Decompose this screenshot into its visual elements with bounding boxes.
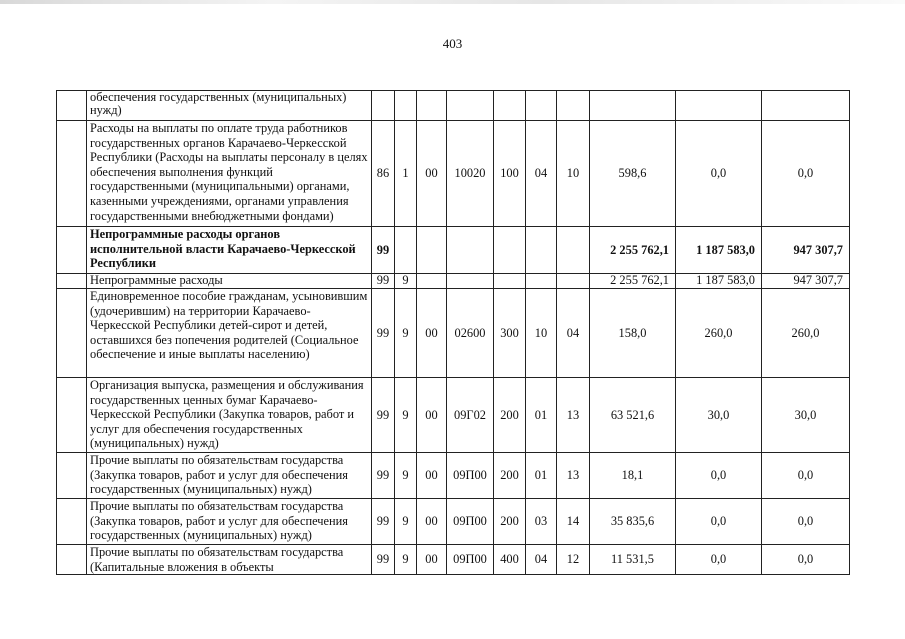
- amount-2-cell: 30,0: [676, 378, 762, 453]
- subchapter-cell: 13: [557, 453, 590, 499]
- table-row: [57, 378, 850, 453]
- expense-type-cell: 400: [494, 545, 526, 575]
- ministry-code-cell: 99: [372, 289, 395, 378]
- amount-1-cell: 63 521,6: [590, 378, 676, 453]
- article-code-cell: [447, 227, 494, 274]
- expense-type-cell: 200: [494, 499, 526, 545]
- expense-type-cell: [494, 91, 526, 121]
- description-cell: Организация выпуска, размещения и обслуживания государственных ценных бумаг Карачаево-Черкесской Республики (Закупка товаров, работ и услуг для обеспечения государственных (муниципальных) нужд): [87, 378, 372, 453]
- description-cell: Непрограммные расходы: [87, 274, 372, 289]
- expense-type-cell: [494, 274, 526, 289]
- amount-1-cell: 2 255 762,1: [590, 227, 676, 274]
- description-cell: Прочие выплаты по обязательствам государства (Закупка товаров, работ и услуг для обеспечения государственных (муниципальных) нужд): [87, 499, 372, 545]
- description-cell: Прочие выплаты по обязательствам государства (Закупка товаров, работ и услуг для обеспечения государственных (муниципальных) нужд): [87, 453, 372, 499]
- subsection-code-cell: 00: [417, 121, 447, 227]
- section-code-cell: 1: [395, 121, 417, 227]
- amount-2-cell: 260,0: [676, 289, 762, 378]
- amount-2-cell: 0,0: [676, 545, 762, 575]
- article-code-cell: 10020: [447, 121, 494, 227]
- amount-2-cell: 1 187 583,0: [676, 227, 762, 274]
- ministry-code-cell: 99: [372, 227, 395, 274]
- ministry-code-cell: 99: [372, 499, 395, 545]
- subchapter-cell: 12: [557, 545, 590, 575]
- subchapter-cell: 10: [557, 121, 590, 227]
- ministry-code-cell: 86: [372, 121, 395, 227]
- section-code-cell: 9: [395, 378, 417, 453]
- subsection-code-cell: [417, 274, 447, 289]
- subsection-code-cell: 00: [417, 289, 447, 378]
- section-code-cell: 9: [395, 274, 417, 289]
- table-row: [57, 545, 850, 575]
- subsection-code-cell: 00: [417, 453, 447, 499]
- amount-1-cell: 35 835,6: [590, 499, 676, 545]
- amount-3-cell: 947 307,7: [762, 227, 850, 274]
- amount-2-cell: [676, 91, 762, 121]
- amount-1-cell: [590, 91, 676, 121]
- subchapter-cell: 13: [557, 378, 590, 453]
- description-cell: Непрограммные расходы органов исполнительной власти Карачаево-Черкесской Республики: [87, 227, 372, 274]
- subchapter-cell: 14: [557, 499, 590, 545]
- subchapter-cell: 04: [557, 289, 590, 378]
- row-number-cell: [57, 274, 87, 289]
- budget-table: [56, 90, 850, 575]
- section-code-cell: [395, 227, 417, 274]
- amount-1-cell: 598,6: [590, 121, 676, 227]
- section-code-cell: [395, 91, 417, 121]
- ministry-code-cell: [372, 91, 395, 121]
- chapter-cell: 01: [526, 378, 557, 453]
- subchapter-cell: [557, 91, 590, 121]
- table-row: [57, 499, 850, 545]
- amount-3-cell: 260,0: [762, 289, 850, 378]
- ministry-code-cell: 99: [372, 545, 395, 575]
- chapter-cell: 04: [526, 121, 557, 227]
- chapter-cell: 03: [526, 499, 557, 545]
- article-code-cell: 09П00: [447, 453, 494, 499]
- expense-type-cell: [494, 227, 526, 274]
- article-code-cell: 09П00: [447, 545, 494, 575]
- amount-2-cell: 0,0: [676, 499, 762, 545]
- amount-3-cell: 947 307,7: [762, 274, 850, 289]
- amount-1-cell: 158,0: [590, 289, 676, 378]
- amount-2-cell: 0,0: [676, 121, 762, 227]
- amount-2-cell: 1 187 583,0: [676, 274, 762, 289]
- subsection-code-cell: 00: [417, 499, 447, 545]
- subsection-code-cell: [417, 227, 447, 274]
- description-cell: Единовременное пособие гражданам, усыновившим (удочерившим) на территории Карачаево-Черкесской Республики детей-сирот и детей, оставшихся без попечения родителей (Социальное обеспечение и иные выплаты населению): [87, 289, 372, 378]
- section-code-cell: 9: [395, 289, 417, 378]
- subsection-code-cell: [417, 91, 447, 121]
- chapter-cell: [526, 91, 557, 121]
- chapter-cell: [526, 227, 557, 274]
- description-cell: Прочие выплаты по обязательствам государства (Капитальные вложения в объекты: [87, 545, 372, 575]
- row-number-cell: [57, 378, 87, 453]
- row-number-cell: [57, 499, 87, 545]
- expense-type-cell: 200: [494, 378, 526, 453]
- article-code-cell: 09Г02: [447, 378, 494, 453]
- ministry-code-cell: 99: [372, 378, 395, 453]
- amount-1-cell: 18,1: [590, 453, 676, 499]
- description-cell: обеспечения государственных (муниципальных) нужд): [87, 91, 372, 121]
- amount-2-cell: 0,0: [676, 453, 762, 499]
- table-row: [57, 91, 850, 121]
- expense-type-cell: 200: [494, 453, 526, 499]
- row-number-cell: [57, 289, 87, 378]
- page-number: 403: [442, 36, 463, 51]
- amount-1-cell: 2 255 762,1: [590, 274, 676, 289]
- chapter-cell: [526, 274, 557, 289]
- description-cell: Расходы на выплаты по оплате труда работников государственных органов Карачаево-Черкесской Республики (Расходы на выплаты персоналу в целях обеспечения выполнения функций государственными (муниципальными) органами, казенными учреждениями, органами управления государственными внебюджетными фондами): [87, 121, 372, 227]
- amount-3-cell: [762, 91, 850, 121]
- subsection-code-cell: 00: [417, 378, 447, 453]
- scan-edge-artifact: [0, 0, 905, 4]
- table-row: [57, 121, 850, 227]
- chapter-cell: 01: [526, 453, 557, 499]
- amount-3-cell: 0,0: [762, 121, 850, 227]
- chapter-cell: 04: [526, 545, 557, 575]
- table-row: [57, 289, 850, 378]
- table-row: [57, 227, 850, 274]
- article-code-cell: 02600: [447, 289, 494, 378]
- subchapter-cell: [557, 227, 590, 274]
- amount-3-cell: 0,0: [762, 545, 850, 575]
- table-row: [57, 453, 850, 499]
- amount-1-cell: 11 531,5: [590, 545, 676, 575]
- subsection-code-cell: 00: [417, 545, 447, 575]
- article-code-cell: [447, 274, 494, 289]
- row-number-cell: [57, 121, 87, 227]
- ministry-code-cell: 99: [372, 274, 395, 289]
- chapter-cell: 10: [526, 289, 557, 378]
- amount-3-cell: 30,0: [762, 378, 850, 453]
- row-number-cell: [57, 545, 87, 575]
- row-number-cell: [57, 91, 87, 121]
- row-number-cell: [57, 453, 87, 499]
- amount-3-cell: 0,0: [762, 453, 850, 499]
- section-code-cell: 9: [395, 453, 417, 499]
- ministry-code-cell: 99: [372, 453, 395, 499]
- section-code-cell: 9: [395, 545, 417, 575]
- table-row: [57, 274, 850, 289]
- section-code-cell: 9: [395, 499, 417, 545]
- row-number-cell: [57, 227, 87, 274]
- expense-type-cell: 300: [494, 289, 526, 378]
- article-code-cell: [447, 91, 494, 121]
- expense-type-cell: 100: [494, 121, 526, 227]
- subchapter-cell: [557, 274, 590, 289]
- amount-3-cell: 0,0: [762, 499, 850, 545]
- article-code-cell: 09П00: [447, 499, 494, 545]
